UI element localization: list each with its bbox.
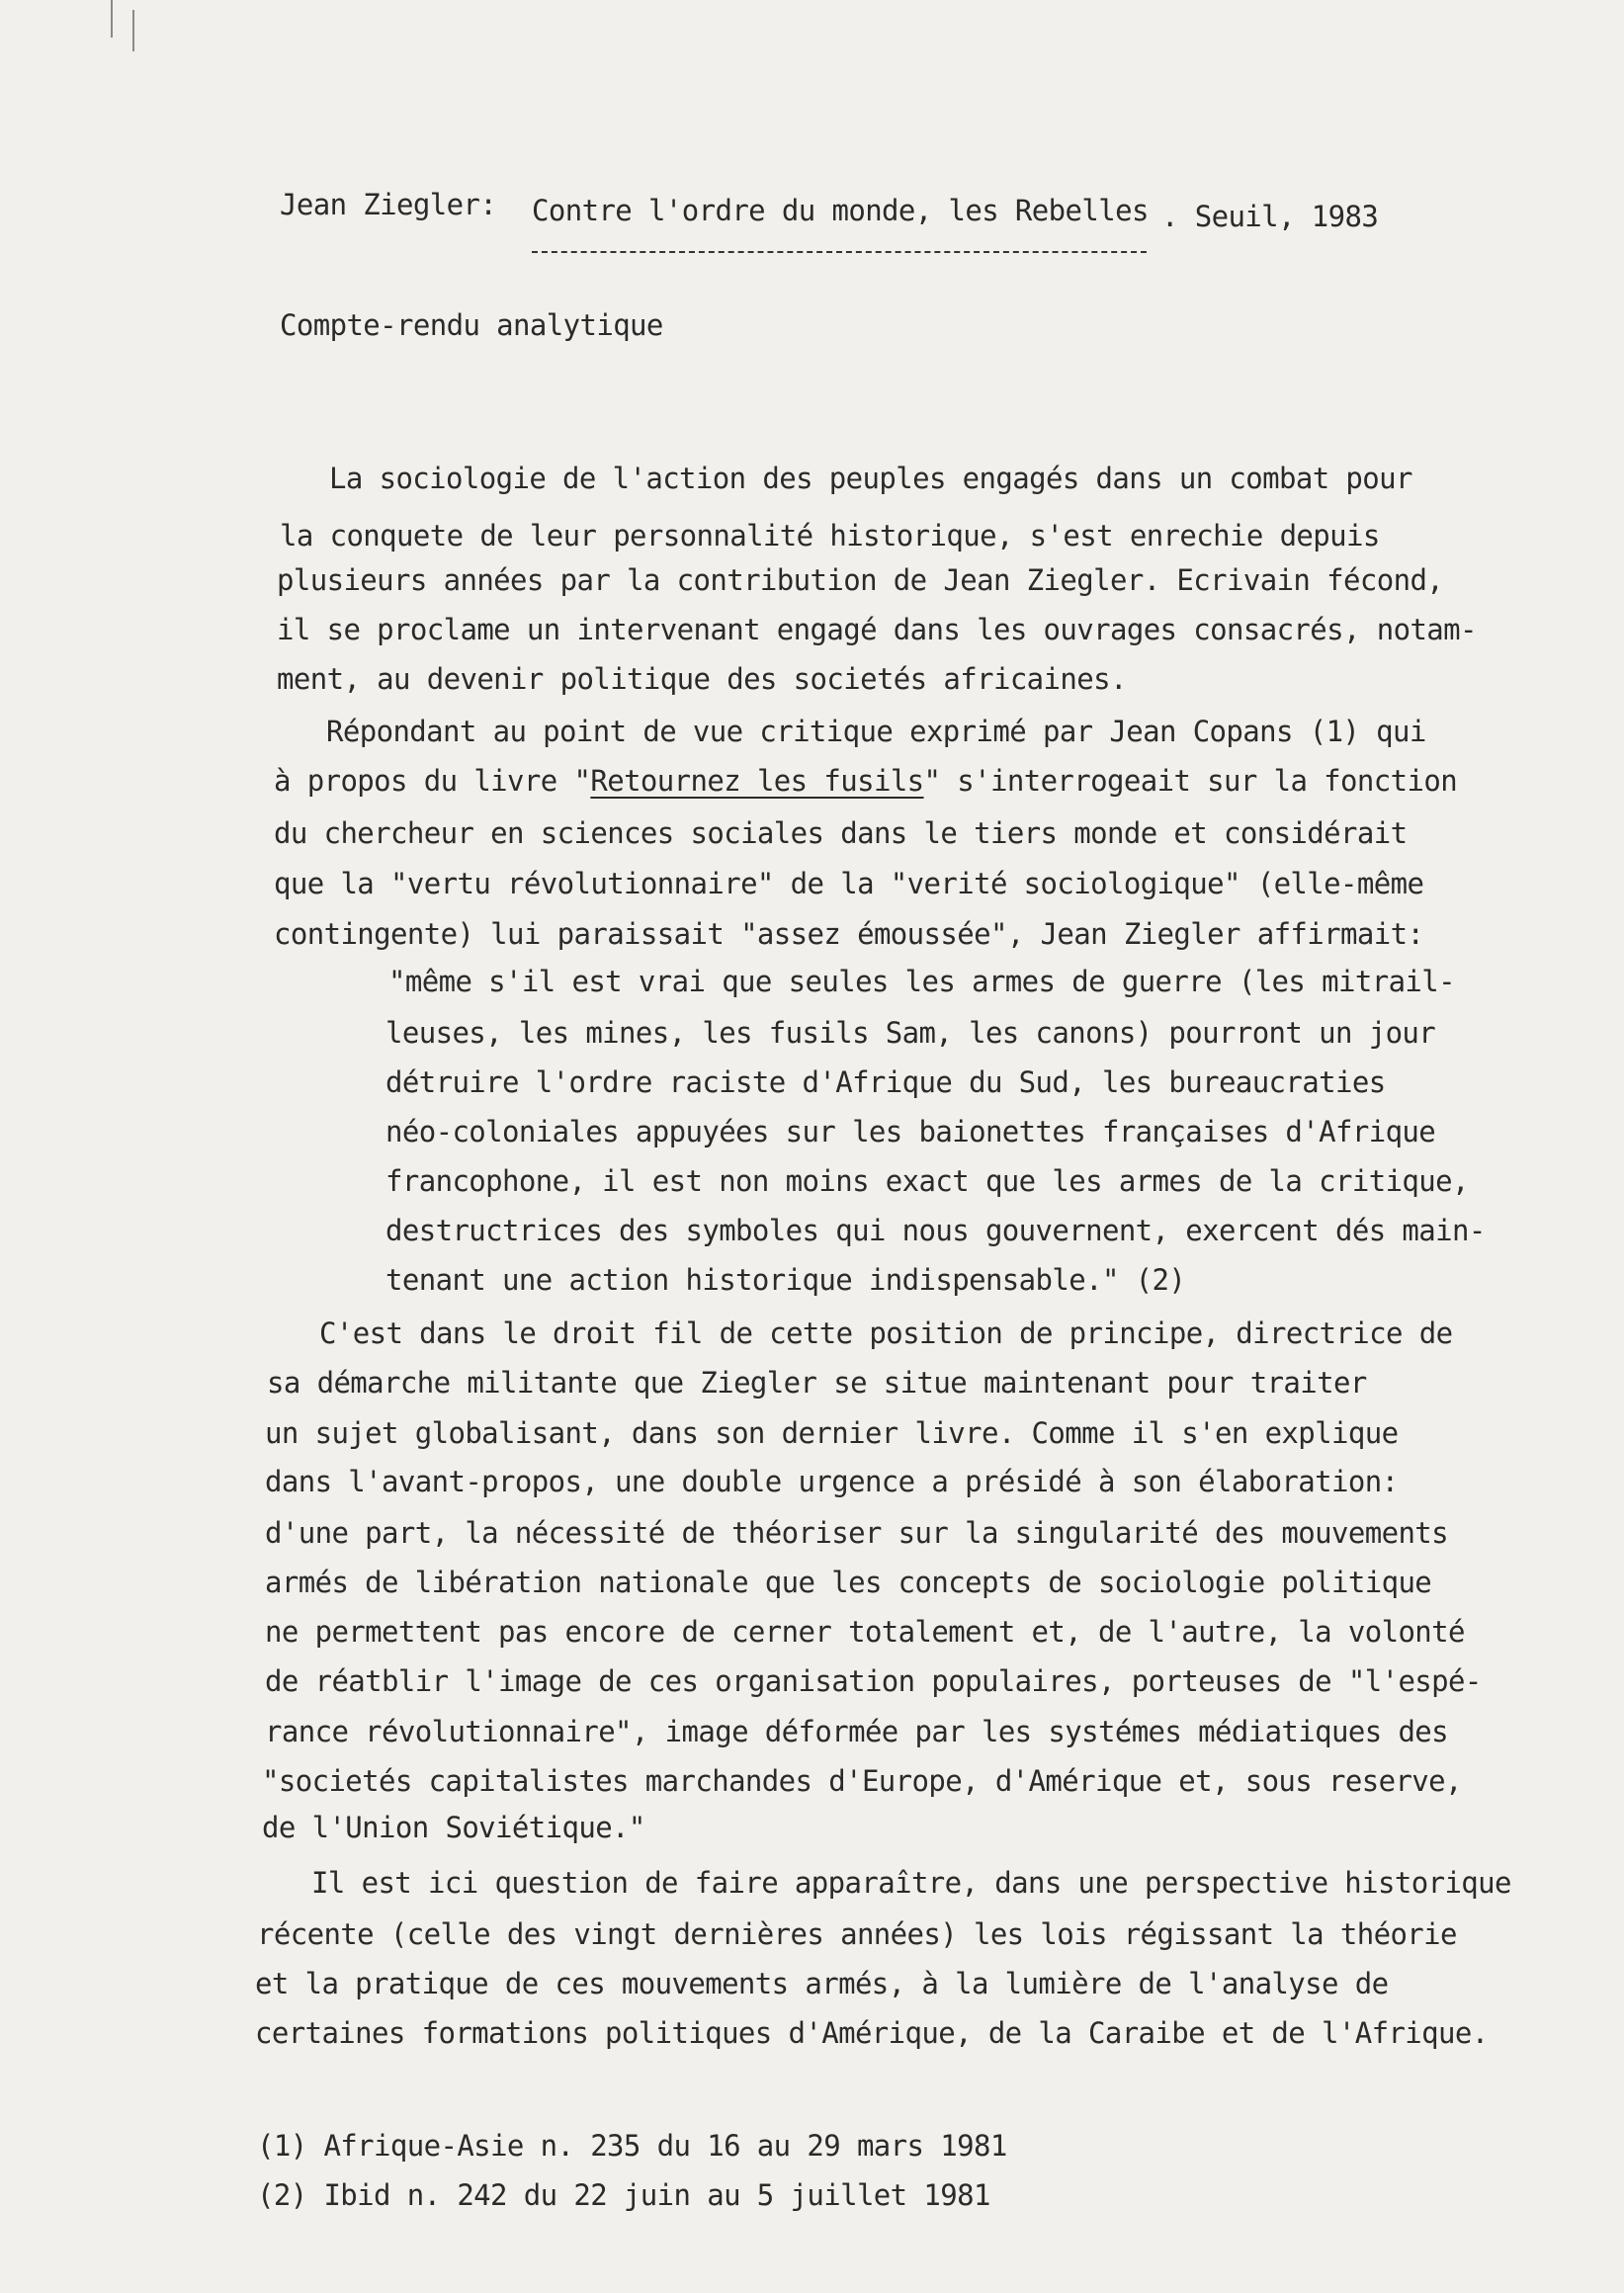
title-underline [532,251,1147,253]
header-publisher: . Seuil, 1983 [1161,200,1379,233]
para1-line: la conquete de leur personnalité historique, s'est enrechie depuis [280,519,1380,552]
para3-line: rance révolutionnaire", image déformée par les systémes médiatiques des [265,1715,1449,1748]
para3-line: "societés capitalistes marchandes d'Europe, d'Amérique et, sous reserve, [262,1764,1462,1798]
para3-line: dans l'avant-propos, une double urgence a présidé à son élaboration: [265,1465,1399,1498]
para1-line: La sociologie de l'action des peuples engagés dans un combat pour [329,462,1412,495]
header-author: Jean Ziegler: [280,188,497,221]
para2-text: " s'interrogeait sur la fonction [923,764,1458,798]
para2-line: que la "vertu révolutionnaire" de la "verité sociologique" (elle-même [274,867,1424,900]
footnote-1: (1) Afrique-Asie n. 235 du 16 au 29 mars 1981 [257,2129,1007,2163]
para3-line: d'une part, la nécessité de théoriser sur la singularité des mouvements [265,1516,1449,1550]
para4-line: certaines formations politiques d'Amérique, de la Caraibe et de l'Afrique. [255,2016,1489,2050]
para4-line: et la pratique de ces mouvements armés, à la lumière de l'analyse de [255,1967,1389,2000]
para3-line: de réatblir l'image de ces organisation populaires, porteuses de "l'espé- [265,1664,1482,1698]
quote-line: "même s'il est vrai que seules les armes de guerre (les mitrail- [388,965,1456,998]
quote-line: francophone, il est non moins exact que les armes de la critique, [385,1164,1469,1198]
para2-text: à propos du livre " [274,764,591,798]
quote-line: destructrices des symboles qui nous gouvernent, exercent dés main- [385,1214,1486,1247]
para3-line: sa démarche militante que Ziegler se situe maintenant pour traiter [267,1366,1367,1400]
para3-line: un sujet globalisant, dans son dernier livre. Comme il s'en explique [265,1416,1399,1450]
book-title-retournez: Retournez les fusils [590,764,924,798]
para2-line: contingente) lui paraissait "assez émoussée", Jean Ziegler affirmait: [274,917,1424,951]
para1-line: ment, au devenir politique des societés africaines. [277,662,1127,696]
subtitle: Compte-rendu analytique [280,308,663,342]
para4-line: récente (celle des vingt dernières années) les lois régissant la théorie [257,1917,1457,1951]
footnote-2: (2) Ibid n. 242 du 22 juin au 5 juillet 1981 [257,2178,990,2212]
para1-line: il se proclame un intervenant engagé dans les ouvrages consacrés, notam- [277,613,1477,646]
para4-line: Il est ici question de faire apparaître, dans une perspective historique [311,1866,1511,1900]
quote-line: détruire l'ordre raciste d'Afrique du Sud, les bureaucraties [385,1065,1386,1099]
para2-line2 [274,764,1457,798]
pencil-mark [132,10,134,51]
para3-line: C'est dans le droit fil de cette position de principe, directrice de [319,1316,1453,1350]
para1-line: plusieurs années par la contribution de Jean Ziegler. Ecrivain fécond, [277,563,1444,597]
para2-line: du chercheur en sciences sociales dans le tiers monde et considérait [274,816,1408,850]
para3-line: ne permettent pas encore de cerner totalement et, de l'autre, la volonté [265,1615,1465,1649]
header-title: Contre l'ordre du monde, les Rebelles [532,194,1149,227]
quote-line: néo-coloniales appuyées sur les baionettes françaises d'Afrique [385,1115,1436,1148]
para3-line: armés de libération nationale que les concepts de sociologie politique [265,1566,1432,1599]
quote-line: tenant une action historique indispensable." (2) [385,1263,1186,1297]
para2-line: Répondant au point de vue critique exprimé par Jean Copans (1) qui [326,715,1426,748]
para3-line: de l'Union Soviétique." [262,1811,645,1844]
pencil-mark [111,0,113,38]
quote-line: leuses, les mines, les fusils Sam, les canons) pourront un jour [385,1016,1436,1050]
